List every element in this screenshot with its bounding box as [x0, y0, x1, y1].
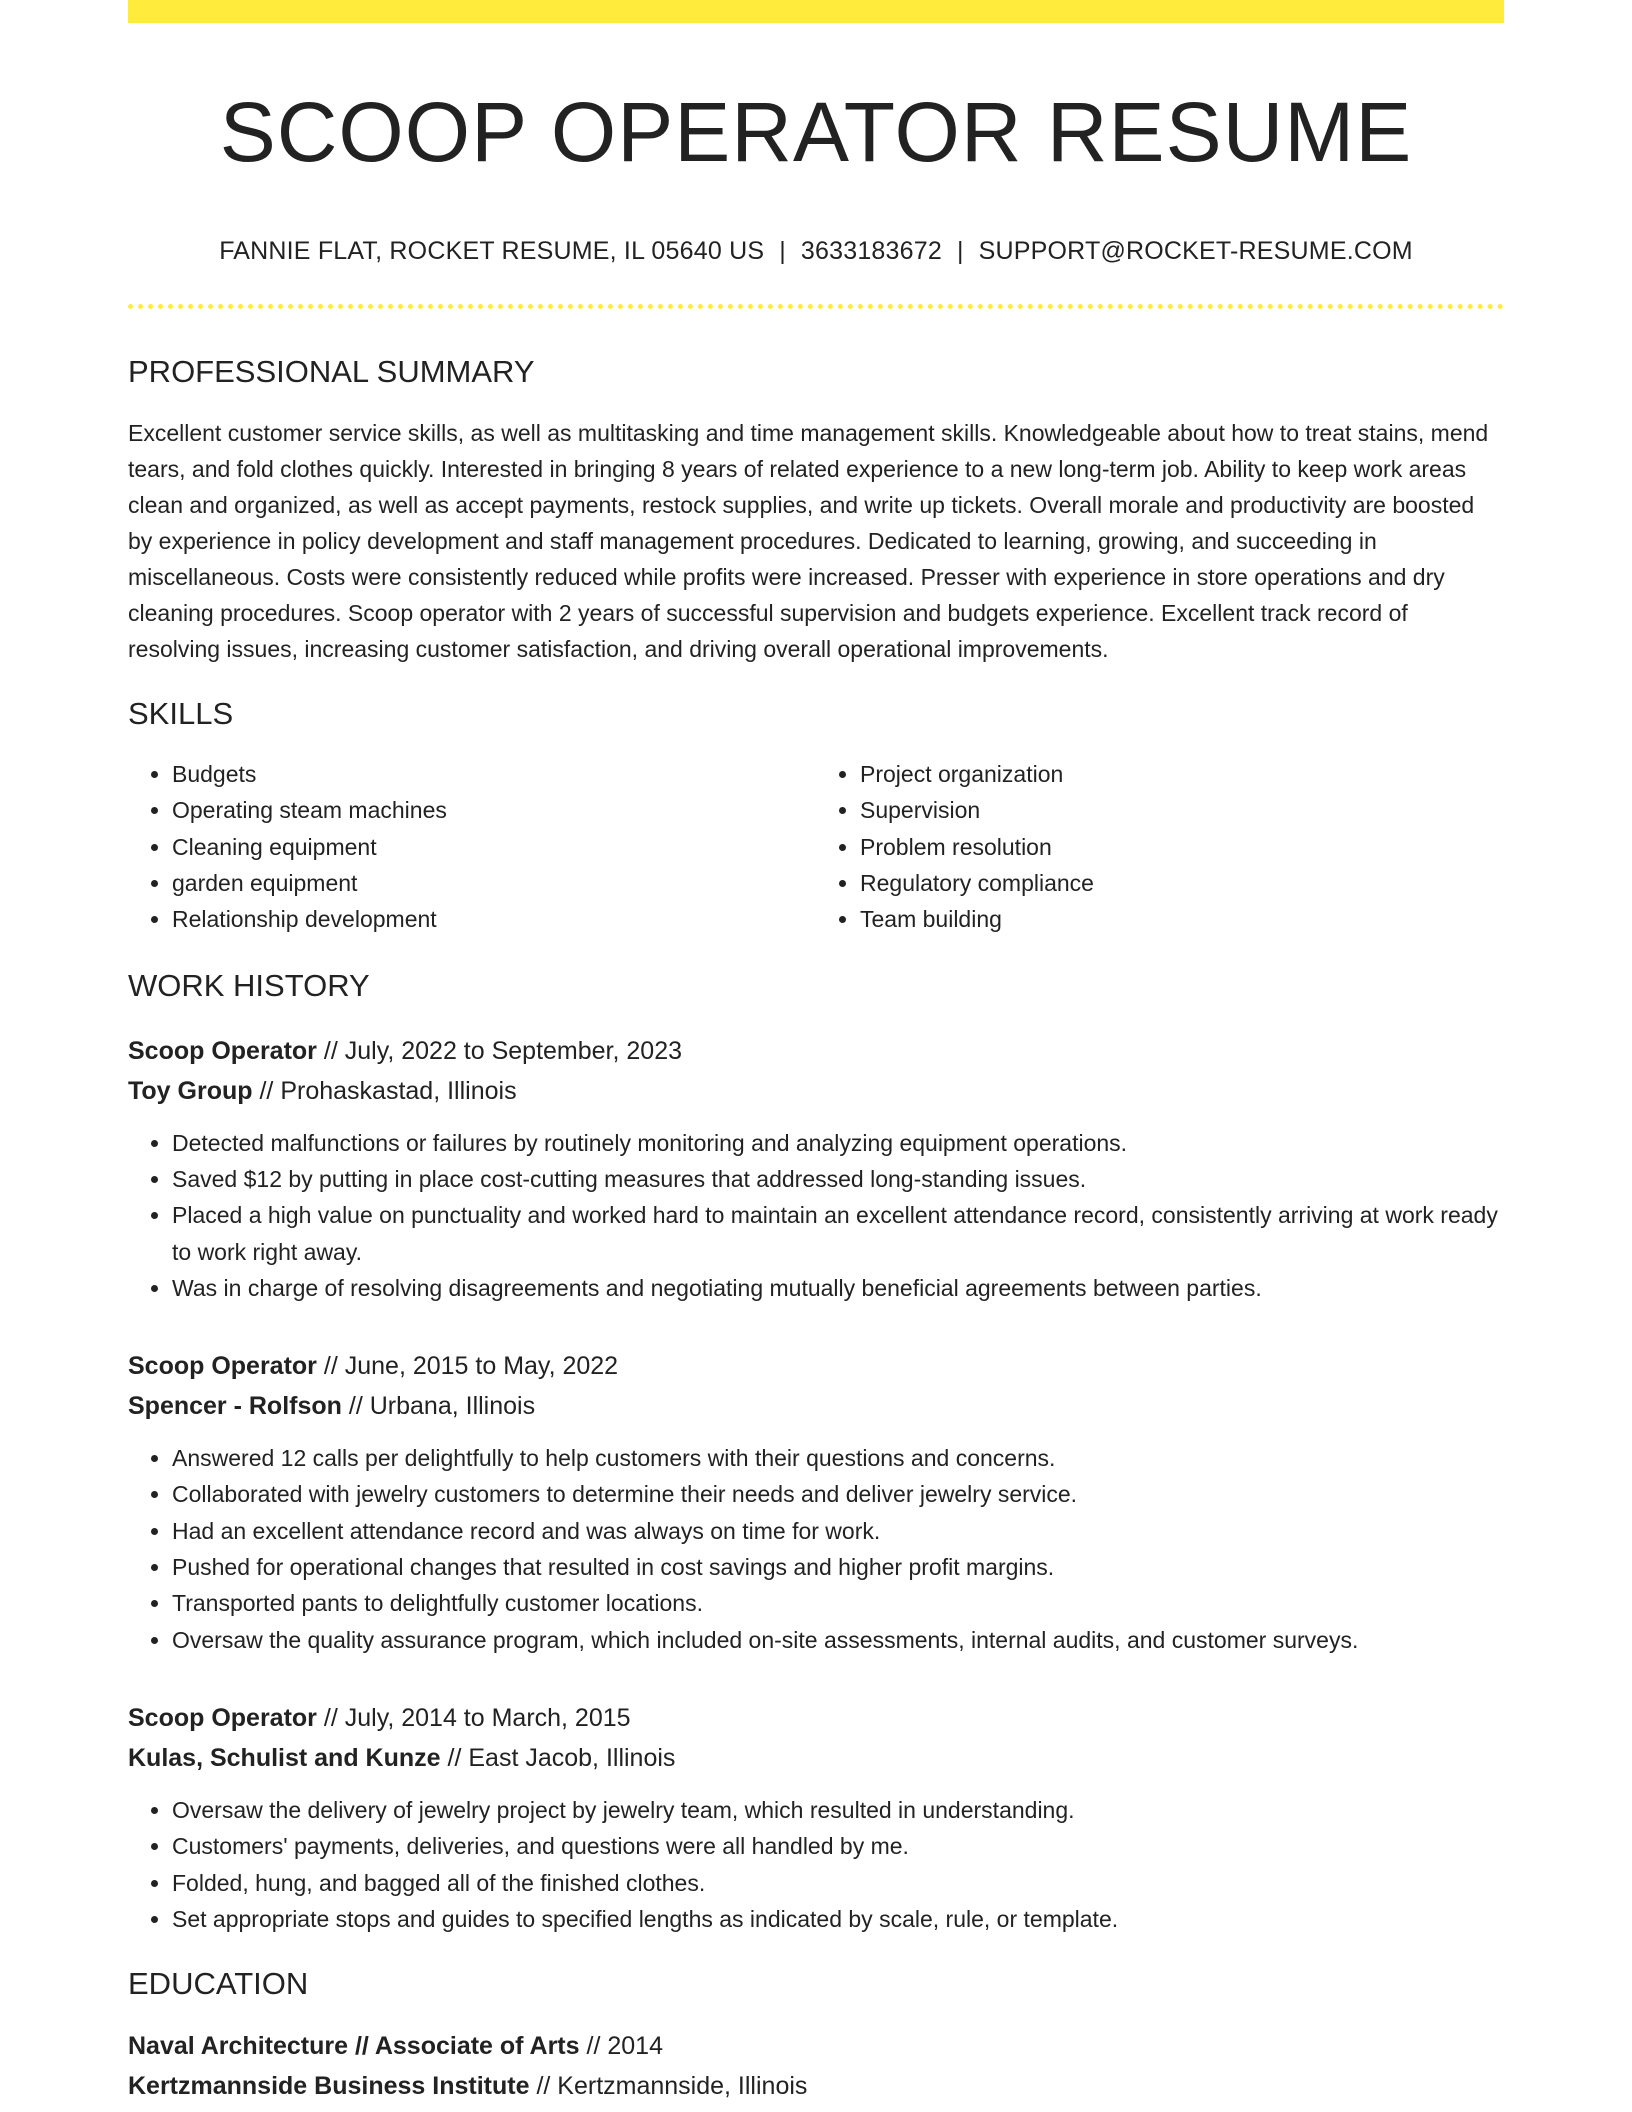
education-heading: EDUCATION	[128, 1966, 309, 2002]
skill-item: • garden equipment	[172, 865, 816, 901]
contact-separator: |	[779, 236, 786, 265]
skills-list-right	[816, 756, 1504, 937]
job-location: East Jacob, Illinois	[468, 1743, 676, 1772]
summary-heading: PROFESSIONAL SUMMARY	[128, 353, 535, 389]
job-dates: July, 2014 to March, 2015	[344, 1703, 631, 1732]
job-entry	[128, 1031, 1504, 1306]
job-bullet: • Was in charge of resolving disagreements and negotiating mutually beneficial agreements between parties.	[172, 1270, 1504, 1306]
skill-item: • Team building	[860, 901, 1504, 937]
job-entry	[128, 1346, 1504, 1658]
top-accent-bar	[128, 0, 1504, 23]
work-history-section	[128, 967, 1504, 1937]
contact-email: SUPPORT@ROCKET-RESUME.COM	[978, 236, 1413, 265]
summary-section	[128, 353, 1504, 667]
job-title: Scoop Operator	[128, 1036, 317, 1065]
skill-item: • Regulatory compliance	[860, 865, 1504, 901]
job-bullet: • Detected malfunctions or failures by routinely monitoring and analyzing equipment operations.	[172, 1125, 1504, 1161]
skill-item: • Supervision	[860, 792, 1504, 828]
job-bullets	[128, 1440, 1504, 1658]
skill-item: • Cleaning equipment	[172, 829, 816, 865]
job-company-line	[128, 1071, 1504, 1111]
job-divider: //	[447, 1743, 462, 1772]
job-dates: June, 2015 to May, 2022	[344, 1352, 619, 1381]
skill-item: • Operating steam machines	[172, 792, 816, 828]
education-divider: //	[586, 2032, 601, 2061]
job-divider: //	[323, 1036, 338, 1065]
skills-section	[128, 695, 1504, 938]
job-bullet: • Answered 12 calls per delightfully to help customers with their questions and concerns.	[172, 1440, 1504, 1476]
job-title-line	[128, 1031, 1504, 1071]
education-school: Kertzmannside Business Institute	[128, 2072, 530, 2101]
job-bullet: • Saved $12 by putting in place cost-cutting measures that addressed long-standing issues.	[172, 1161, 1504, 1197]
education-location: Kertzmannside, Illinois	[557, 2072, 808, 2101]
job-title: Scoop Operator	[128, 1352, 317, 1381]
job-company-line	[128, 1386, 1504, 1426]
skills-columns	[128, 756, 1504, 937]
resume-title: SCOOP OPERATOR RESUME	[219, 85, 1413, 179]
education-degree-line	[128, 2026, 1504, 2066]
skills-list-left	[128, 756, 816, 937]
contact-address: FANNIE FLAT, ROCKET RESUME, IL 05640 US	[219, 236, 765, 265]
job-bullets	[128, 1125, 1504, 1306]
job-bullet: • Had an excellent attendance record and was always on time for work.	[172, 1513, 1504, 1549]
job-title-line	[128, 1346, 1504, 1386]
job-company: Spencer - Rolfson	[128, 1392, 342, 1421]
job-location: Urbana, Illinois	[369, 1392, 536, 1421]
job-location: Prohaskastad, Illinois	[280, 1076, 517, 1105]
skill-item: • Project organization	[860, 756, 1504, 792]
education-school-line	[128, 2066, 1504, 2106]
job-bullet: • Oversaw the delivery of jewelry project by jewelry team, which resulted in understanding.	[172, 1792, 1504, 1828]
education-degree: Naval Architecture // Associate of Arts	[128, 2032, 580, 2061]
contact-phone: 3633183672	[800, 236, 942, 265]
education-section	[128, 1965, 1504, 2106]
education-divider: //	[536, 2072, 551, 2101]
job-bullet: • Transported pants to delightfully customer locations.	[172, 1585, 1504, 1621]
job-dates: July, 2022 to September, 2023	[344, 1036, 683, 1065]
job-bullet: • Oversaw the quality assurance program, which included on-site assessments, internal audits, and customer surveys.	[172, 1622, 1504, 1658]
job-divider: //	[323, 1703, 338, 1732]
education-entry	[128, 2026, 1504, 2106]
summary-text: Excellent customer service skills, as well as multitasking and time management skills. Knowledgeable about how to treat stains, mend tears, and fold clothes quickly. Interested in bringing 8 years of related experience to a new long-term job. Ability to keep work areas clean and organized, as well as accept payments, restock supplies, and write up tickets. Overall morale and productivity are boosted by experience in policy development and staff management procedures. Dedicated to learning, growing, and succeeding in miscellaneous. Costs were consistently reduced while profits were increased. Presser with experience in store operations and dry cleaning procedures. Scoop operator with 2 years of successful supervision and budgets experience. Excellent track record of resolving issues, increasing customer satisfaction, and driving overall operational improvements.	[128, 419, 1489, 662]
skill-item: • Budgets	[172, 756, 816, 792]
job-company: Kulas, Schulist and Kunze	[128, 1743, 441, 1772]
job-entry	[128, 1698, 1504, 1937]
job-divider: //	[259, 1076, 274, 1105]
education-year: 2014	[607, 2032, 663, 2061]
job-company: Toy Group	[128, 1076, 253, 1105]
job-bullet: • Customers' payments, deliveries, and questions were all handled by me.	[172, 1828, 1504, 1864]
skills-heading: SKILLS	[128, 695, 234, 731]
job-company-line	[128, 1738, 1504, 1778]
resume-page	[128, 0, 1504, 2106]
job-bullet: • Placed a high value on punctuality and worked hard to maintain an excellent attendance record, consistently arriving at work ready to work right away.	[172, 1197, 1504, 1270]
job-bullet: • Set appropriate stops and guides to specified lengths as indicated by scale, rule, or template.	[172, 1901, 1504, 1937]
skill-item: • Problem resolution	[860, 829, 1504, 865]
skill-item: • Relationship development	[172, 901, 816, 937]
job-divider: //	[323, 1352, 338, 1381]
dotted-divider	[128, 304, 1504, 309]
job-title-line	[128, 1698, 1504, 1738]
job-bullet: • Collaborated with jewelry customers to determine their needs and deliver jewelry service.	[172, 1476, 1504, 1512]
contact-line	[128, 236, 1504, 266]
job-bullets	[128, 1792, 1504, 1937]
job-title: Scoop Operator	[128, 1703, 317, 1732]
job-bullet: • Pushed for operational changes that resulted in cost savings and higher profit margins.	[172, 1549, 1504, 1585]
work-history-heading: WORK HISTORY	[128, 968, 370, 1004]
job-divider: //	[348, 1392, 363, 1421]
job-bullet: • Folded, hung, and bagged all of the finished clothes.	[172, 1865, 1504, 1901]
contact-separator: |	[956, 236, 964, 265]
